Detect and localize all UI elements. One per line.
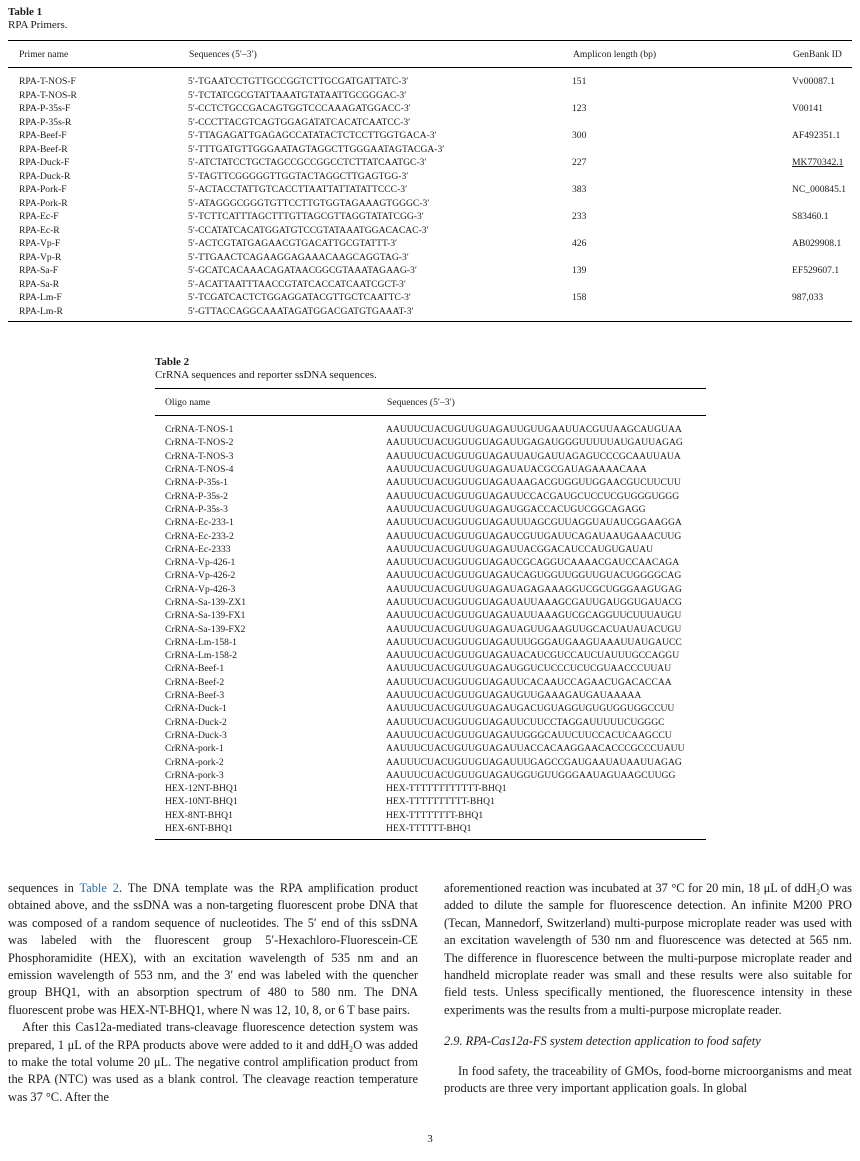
oligo-name-cell: CrRNA-P-35s-2 (165, 490, 228, 502)
table2-title: CrRNA sequences and reporter ssDNA sequences. (155, 369, 377, 381)
table1-header-amplicon: Amplicon length (bp) (572, 41, 792, 68)
table1-row (8, 102, 852, 116)
sequence-cell: HEX-TTTTTT-BHQ1 (386, 822, 706, 840)
table2-row (155, 436, 706, 449)
table1-row (8, 251, 852, 265)
sequence-cell: 5′-ACTCGTATGAGAACGTGACATTGCGTATTT-3′ (188, 238, 398, 250)
table2-row (155, 463, 706, 476)
table2-header-row (155, 389, 706, 416)
table2-row (155, 569, 706, 582)
table1-row (8, 264, 852, 278)
primer-name-cell: RPA-Sa-F (19, 265, 59, 277)
sequence-cell: 5′-TCTATCGCGTATTAAATGTATAATTGCGGGAC-3′ (188, 89, 407, 101)
primer-name-cell: RPA-P-35s-R (19, 116, 72, 128)
oligo-name-cell: CrRNA-pork-2 (165, 756, 224, 768)
table2-row (155, 583, 706, 596)
oligo-name-cell: CrRNA-Ec-233-1 (165, 517, 234, 529)
sequence-cell: AAUUUCUACUGUUGUAGAUAGUUGAAGUUGCACUAUAUACUGU (386, 623, 682, 635)
genbank-id-cell (792, 116, 852, 130)
table2-row (155, 516, 706, 529)
table1 (8, 40, 852, 322)
table1-header-primer: Primer name (8, 41, 188, 68)
oligo-name-cell: CrRNA-Vp-426-1 (165, 557, 236, 569)
table2-row (155, 596, 706, 609)
oligo-name-cell: CrRNA-P-35s-3 (165, 503, 228, 515)
primer-name-cell: RPA-Beef-R (19, 143, 68, 155)
sequence-cell: AAUUUCUACUGUUGUAGAUUCCACGAUGCUCCUCGUGGGUGGG (386, 490, 680, 502)
primer-name-cell: RPA-Lm-F (19, 292, 62, 304)
sequence-cell: 5′-ACTACCTATTGTCACCTTAATTATTATATTCCC-3′ (188, 184, 408, 196)
amplicon-length-cell: 151 (572, 76, 587, 88)
table1-row (8, 197, 852, 211)
table1-row (8, 291, 852, 305)
sequence-cell: AAUUUCUACUGUUGUAGAUUUGAGCCGAUGAAUAUAAUUAGAG (386, 756, 682, 768)
page-number: 3 (427, 1133, 433, 1145)
table2-row (155, 716, 706, 729)
sequence-cell: AAUUUCUACUGUUGUAGAUGACUGUAGGUGUGUGGUGGCCUU (386, 703, 675, 715)
oligo-name-cell: CrRNA-Beef-1 (165, 663, 225, 675)
oligo-name-cell: CrRNA-Duck-2 (165, 716, 227, 728)
amplicon-length-cell (572, 170, 792, 184)
oligo-name-cell: CrRNA-T-NOS-4 (165, 464, 234, 476)
sequence-cell: 5′-GTTACCAGGCAAATAGATGGACGATGTGAAAT-3′ (188, 305, 572, 322)
sequence-cell: HEX-TTTTTTTT-BHQ1 (386, 809, 484, 821)
genbank-id-cell: EF529607.1 (792, 265, 840, 277)
oligo-name-cell: CrRNA-Lm-158-1 (165, 636, 237, 648)
left-paragraph-2: After this Cas12a-mediated trans-cleavage fluorescence detection system was prepared, 1 μL of the RPA products above were added to it and ddH₂O was added to make the total volume 20 μL. The negative control amplification product from the RPA (NTC) was used as a blank control. The cleavage reaction temperature was 37 °C. After the (8, 1020, 418, 1104)
primer-name-cell: RPA-Beef-F (19, 130, 67, 142)
genbank-id-cell: S83460.1 (792, 211, 829, 223)
oligo-name-cell: CrRNA-Sa-139-FX1 (165, 610, 246, 622)
oligo-name-cell: CrRNA-T-NOS-3 (165, 450, 234, 462)
table1-row (8, 156, 852, 170)
sequence-cell: AAUUUCUACUGUUGUAGAUAGAGAAAGGUCGCUGGGAAGUGAG (386, 583, 682, 595)
sequence-cell: AAUUUCUACUGUUGUAGAUGGUGUUGGGAAUAGUAAGCUUGG (386, 769, 676, 781)
amplicon-length-cell: 383 (572, 184, 587, 196)
sequence-cell: AAUUUCUACUGUUGUAGAUUGGGCAUUCUUCCACUCAAGCCU (386, 729, 672, 741)
genbank-id-cell: MK770342.1 (792, 157, 844, 169)
primer-name-cell: RPA-Duck-F (19, 157, 70, 169)
oligo-name-cell: CrRNA-Duck-1 (165, 703, 227, 715)
sequence-cell: AAUUUCUACUGUUGUAGAUGUUGAAAGAUGAUAAAAA (386, 690, 642, 702)
table1-header-row (8, 41, 852, 68)
oligo-name-cell: CrRNA-Beef-2 (165, 676, 225, 688)
table2-row (155, 476, 706, 489)
left-column (8, 880, 418, 1106)
table2-row (155, 556, 706, 569)
table2-header-oligo: Oligo name (155, 389, 386, 416)
table2-row (155, 676, 706, 689)
table2-row (155, 649, 706, 662)
sequence-cell: AAUUUCUACUGUUGUAGAUAUACGCGAUAGAAAACAAA (386, 464, 647, 476)
table1-row (8, 89, 852, 103)
amplicon-length-cell (572, 278, 792, 292)
sequence-cell: AAUUUCUACUGUUGUAGAUUACCACAAGGAACACCCGCCCUAUU (386, 743, 685, 755)
primer-name-cell: RPA-Vp-R (19, 251, 62, 263)
primer-name-cell: RPA-P-35s-F (19, 103, 71, 115)
amplicon-length-cell (572, 224, 792, 238)
amplicon-length-cell (572, 116, 792, 130)
primer-name-cell: RPA-Sa-R (19, 278, 60, 290)
sequence-cell: AAUUUCUACUGUUGUAGAUCGCAGGUCAAAACGAUCCAACAGA (386, 557, 680, 569)
oligo-name-cell: HEX-10NT-BHQ1 (165, 796, 238, 808)
primer-name-cell: RPA-Lm-R (8, 305, 188, 322)
table2-header-sequence: Sequences (5′–3′) (386, 389, 706, 416)
sequence-cell: 5′-GCATCACAAACAGATAACGGCGTAAATAGAAG-3′ (188, 265, 417, 277)
genbank-id-cell (792, 197, 852, 211)
table2-row (155, 636, 706, 649)
table2-row (155, 769, 706, 782)
genbank-id-cell (792, 224, 852, 238)
table2-row (155, 416, 706, 437)
table2-body (155, 416, 706, 840)
table1-caption (8, 6, 68, 32)
table1-header-sequence: Sequences (5′–3′) (188, 41, 572, 68)
sequence-cell: 5′-TCTTCATTTAGCTTTGTTAGCGTTAGGTATATCGG-3′ (188, 211, 424, 223)
amplicon-length-cell: 426 (572, 238, 587, 250)
left-p1-text-a: sequences in (8, 881, 80, 895)
table2-row (155, 450, 706, 463)
table2-caption (155, 356, 377, 382)
amplicon-length-cell (572, 89, 792, 103)
sequence-cell: AAUUUCUACUGUUGUAGAUGGUCUCCCUCUCGUAACCCUUAU (386, 663, 672, 675)
table1-title: RPA Primers. (8, 19, 68, 31)
table2-row (155, 822, 706, 840)
sequence-cell: AAUUUCUACUGUUGUAGAUUUAGCGUUAGGUAUAUCGGAAGGA (386, 517, 682, 529)
right-column (444, 880, 852, 1097)
sequence-cell: AAUUUCUACUGUUGUAGAUUGUUGAAUUACGUUAAGCAUGUAA (386, 424, 682, 436)
primer-name-cell: RPA-Ec-F (19, 211, 59, 223)
genbank-id-cell (792, 251, 852, 265)
sequence-cell: 5′-TGAATCCTGTTGCCGGTCTTGCGATGATTATC-3′ (188, 76, 409, 88)
amplicon-length-cell (572, 197, 792, 211)
sequence-cell: 5′-TTTGATGTTGGGAATAGTAGGCTTGGGAATAGTACGA-3′ (188, 143, 445, 155)
primer-name-cell: RPA-Ec-R (19, 224, 60, 236)
sequence-cell: AAUUUCUACUGUUGUAGAUUGAGAUGGGUUUUUAUGAUUAGAG (386, 437, 683, 449)
primer-name-cell: RPA-Pork-F (19, 184, 67, 196)
table1-header-genbank: GenBank ID (792, 41, 852, 68)
table2-row (155, 742, 706, 755)
genbank-id-cell: V00141 (792, 103, 823, 115)
sequence-cell: AAUUUCUACUGUUGUAGAUGGACCACUGUCGGCAGAGG (386, 503, 646, 515)
oligo-name-cell: CrRNA-P-35s-1 (165, 477, 228, 489)
table2 (155, 388, 706, 840)
oligo-name-cell: CrRNA-Vp-426-2 (165, 570, 236, 582)
sequence-cell: 5′-CCTCTGCCGACAGTGGTCCCAAAGATGGACC-3′ (188, 103, 411, 115)
table2-row (155, 755, 706, 768)
table1-row (8, 210, 852, 224)
oligo-name-cell: CrRNA-Sa-139-FX2 (165, 623, 246, 635)
genbank-id-cell (792, 143, 852, 157)
oligo-name-cell: HEX-8NT-BHQ1 (165, 809, 233, 821)
amplicon-length-cell (572, 251, 792, 265)
primer-name-cell: RPA-Vp-F (19, 238, 61, 250)
oligo-name-cell: CrRNA-Ec-233-2 (165, 530, 234, 542)
primer-name-cell: RPA-Pork-R (19, 197, 68, 209)
right-paragraph-2: In food safety, the traceability of GMOs, food-borne microorganisms and meat products are three very important application goals. In global (444, 1063, 852, 1096)
sequence-cell: AAUUUCUACUGUUGUAGAUAAGACGUGGUUGGAACGUCUUCUU (386, 477, 681, 489)
genbank-id-cell: NC_000845.1 (792, 184, 847, 196)
oligo-name-cell: CrRNA-Duck-3 (165, 729, 227, 741)
sequence-cell: AAUUUCUACUGUUGUAGAUACAUCGUCCAUCUAUUUGCCAGGU (386, 650, 680, 662)
left-p1-text-b: . The DNA template was the RPA amplification product obtained above, and the ssDNA was a non-targeting fluorescent probe DNA that was composed of a random sequence of nucleotides. The 5′ end of this ssDNA was labeled with the fluorescent group 5′-Hexachloro-Fluorescein-CE Phosphoramidite (HEX), with an excitation wavelength of 535 nm and an emission wavelength of 553 nm, and the 3′ end was labeled with the quencher group BHQ1, with an absorption spectrum of 480 to 580 nm. The DNA fluorescent probe was HEX-NT-BHQ1, where N was 12, 10, 8, or 6 T base pairs. (8, 881, 418, 1017)
table1-row (8, 224, 852, 238)
amplicon-length-cell: 227 (572, 157, 587, 169)
table2-row (155, 662, 706, 675)
sequence-cell: 5′-CCCTTACGTCAGTGGAGATATCACATCAATCC-3′ (188, 116, 411, 128)
table2-row (155, 702, 706, 715)
table1-body (8, 68, 852, 322)
sequence-cell: 5′-ATAGGGCGGGTGTTCCTTGTGGTAGAAAGTGGGC-3′ (188, 197, 430, 209)
section-heading: 2.9. RPA-Cas12a-FS system detection application to food safety (444, 1034, 761, 1049)
oligo-name-cell: CrRNA-Vp-426-3 (165, 583, 236, 595)
oligo-name-cell: CrRNA-Sa-139-ZX1 (165, 597, 247, 608)
sequence-cell: HEX-TTTTTTTTTTTT-BHQ1 (386, 783, 507, 795)
table2-row (155, 782, 706, 795)
oligo-name-cell: CrRNA-pork-3 (165, 769, 224, 781)
left-paragraph-1 (8, 880, 418, 1019)
sequence-cell: AAUUUCUACUGUUGUAGAUUCACAAUCCAGAACUGACACCAA (386, 676, 672, 688)
amplicon-length-cell: 158 (572, 292, 587, 304)
table1-row (8, 129, 852, 143)
table2-row (155, 489, 706, 502)
amplicon-length-cell: 123 (572, 103, 587, 115)
table1-row (8, 68, 852, 89)
sequence-cell: AAUUUCUACUGUUGUAGAUUUGGGAUGAAGUAAAUUAUGAUCC (386, 636, 682, 648)
genbank-id-cell (792, 89, 852, 103)
table2-row (155, 529, 706, 542)
amplicon-length-cell: 233 (572, 211, 587, 223)
oligo-name-cell: CrRNA-T-NOS-1 (165, 424, 234, 436)
table2-row (155, 543, 706, 556)
right-paragraph-1: aforementioned reaction was incubated at 37 °C for 20 min, 18 μL of ddH₂O was added to dilute the sample for fluorescence detection. An infinite M200 PRO (Tecan, Mannedorf, Switzerland) multi-purpose microplate reader was used with an excitation wavelength of 530 nm and fluorescence was detected at 565 nm. The difference in fluorescence between the multi-purpose microplate reader and handheld microplate reader was small and these results were also suitable for field tests. Unless specifically mentioned, the fluorescence intensity in these experiments was the results from a multi-purpose microplate reader. (444, 881, 852, 1017)
table2-link[interactable]: Table 2 (79, 881, 119, 895)
genbank-id-cell: 987,033 (792, 292, 824, 304)
table1-row (8, 183, 852, 197)
sequence-cell: 5′-TCGATCACTCTGGAGGATACGTTGCTCAATTC-3′ (188, 292, 412, 304)
sequence-cell: 5′-TAGTTCGGGGGTTGGTACTAGGCTTGAGTGG-3′ (188, 170, 409, 182)
table2-row (155, 609, 706, 622)
table1-row (8, 116, 852, 130)
table1-row (8, 237, 852, 251)
oligo-name-cell: HEX-12NT-BHQ1 (165, 783, 238, 795)
table2-label: Table 2 (155, 356, 190, 368)
sequence-cell: AAUUUCUACUGUUGUAGAUUAUGAUUAGAGUCCCGCAAUUAUA (386, 450, 681, 462)
sequence-cell: AAUUUCUACUGUUGUAGAUUACGGACAUCCAUGUGAUAU (386, 543, 654, 555)
sequence-cell: 5′-TTAGAGATTGAGAGCCATATACTCTCCTTGGTGACA-3′ (188, 130, 437, 142)
primer-name-cell: RPA-T-NOS-R (19, 89, 77, 101)
table2-row (155, 729, 706, 742)
table2-row (155, 795, 706, 808)
table2-row (155, 689, 706, 702)
table1-row (8, 305, 852, 322)
table1-row (8, 278, 852, 292)
primer-name-cell: RPA-Duck-R (19, 170, 71, 182)
table2-row (155, 622, 706, 635)
genbank-id-cell: AF492351.1 (792, 130, 841, 142)
sequence-cell: AAUUUCUACUGUUGUAGAUCGUUGAUUCAGAUAAUGAAACUUG (386, 530, 682, 542)
oligo-name-cell: CrRNA-T-NOS-2 (165, 437, 234, 449)
amplicon-length-cell (572, 143, 792, 157)
sequence-cell: AAUUUCUACUGUUGUAGAUCAGUGGUUGGUUGUACUGGGGCAG (386, 570, 682, 582)
sequence-cell: AAUUUCUACUGUUGUAGAUAUUAAAGUCGCAGGUUCUUUAUGU (386, 610, 682, 622)
sequence-cell: HEX-TTTTTTTTTT-BHQ1 (386, 796, 495, 808)
amplicon-length-cell (572, 305, 792, 322)
oligo-name-cell: CrRNA-Ec-2333 (165, 543, 231, 555)
table2-row (155, 809, 706, 822)
primer-name-cell: RPA-T-NOS-F (19, 76, 76, 88)
table2-row (155, 503, 706, 516)
genbank-id-cell: Vv00087.1 (792, 76, 835, 88)
sequence-cell: 5′-CCATATCACATGGATGTCCGTATAAATGGACACAC-3′ (188, 224, 429, 236)
table1-row (8, 143, 852, 157)
oligo-name-cell: CrRNA-Beef-3 (165, 690, 225, 702)
genbank-id-cell (792, 170, 852, 184)
sequence-cell: 5′-ATCTATCCTGCTAGCCGCCGGCCTCTTATCAATGC-3′ (188, 157, 427, 169)
amplicon-length-cell: 139 (572, 265, 587, 277)
oligo-name-cell: CrRNA-Lm-158-2 (165, 650, 237, 662)
genbank-id-cell (792, 278, 852, 292)
sequence-cell: AAUUUCUACUGUUGUAGAUAUUAAAGCGAUUGAUGGUGAUACG (386, 597, 682, 608)
amplicon-length-cell: 300 (572, 130, 587, 142)
sequence-cell: 5′-ACATTAATTTAACCGTATCACCATCAATCGCT-3′ (188, 278, 406, 290)
oligo-name-cell: HEX-6NT-BHQ1 (155, 822, 386, 840)
genbank-id-cell (792, 305, 852, 322)
genbank-id-cell: AB029908.1 (792, 238, 842, 250)
table1-label: Table 1 (8, 6, 43, 18)
table1-row (8, 170, 852, 184)
oligo-name-cell: CrRNA-pork-1 (165, 743, 224, 755)
sequence-cell: AAUUUCUACUGUUGUAGAUUCUUCCTAGGAUUUUUCUGGGC (386, 716, 665, 728)
sequence-cell: 5′-TTGAACTCAGAAGGAGAAACAAGCAGGTAG-3′ (188, 251, 409, 263)
